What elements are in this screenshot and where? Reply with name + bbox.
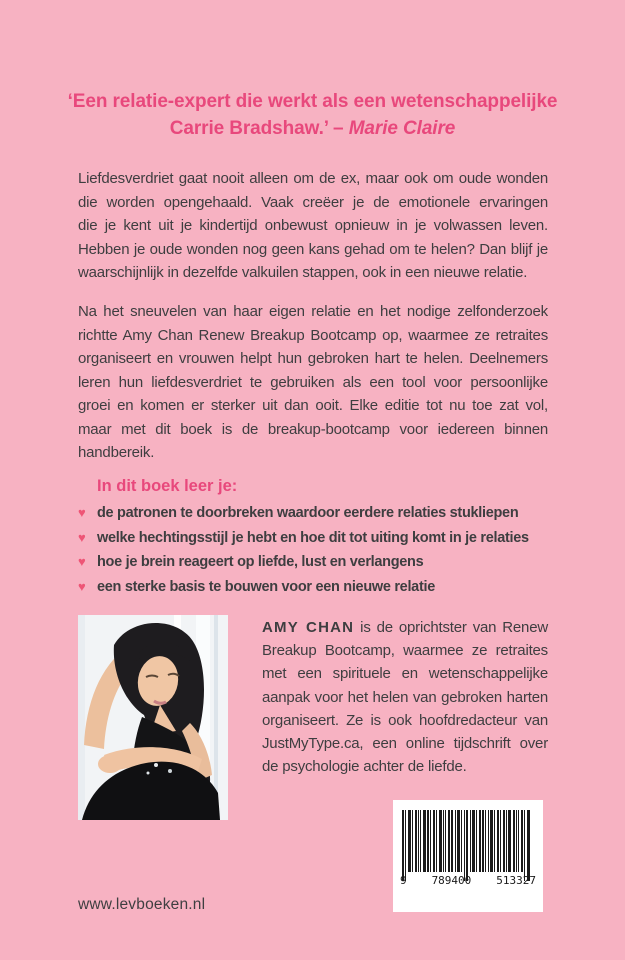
learn-section xyxy=(78,476,598,599)
barcode-bar xyxy=(476,810,477,872)
paragraph-line: handbereik. xyxy=(78,444,155,461)
barcode-bar xyxy=(516,810,517,872)
author-name: AMY CHAN xyxy=(262,619,355,636)
barcode-bar xyxy=(464,810,465,881)
heart-bullet-icon: ♥ xyxy=(78,505,86,520)
barcode-bar xyxy=(451,810,453,872)
barcode-bar xyxy=(402,810,404,881)
barcode-bar xyxy=(412,810,413,872)
barcode-bar xyxy=(508,810,511,872)
bio-line xyxy=(262,616,548,639)
barcode-bar xyxy=(490,810,493,872)
barcode-bar xyxy=(448,810,450,872)
barcode-bar xyxy=(518,810,519,872)
barcode-bar xyxy=(470,810,471,872)
paragraph-line: die worden opengehaald. Vaak creëer je de emotionele ervaringen xyxy=(78,193,548,211)
list-item xyxy=(78,526,598,551)
isbn-digit-group: 513327 xyxy=(496,874,536,887)
bio-line: aanpak voor het helen van gebroken harten xyxy=(262,688,548,706)
paragraph-line: richtte Amy Chan Renew Breakup Bootcamp op, waarmee ze retraites xyxy=(78,326,548,344)
list-item-label: een sterke basis te bouwen voor een nieuwe relatie xyxy=(97,578,435,595)
barcode-bar xyxy=(472,810,475,872)
press-quote-attribution: Carrie Bradshaw.’ – xyxy=(169,118,349,139)
paragraph-line: maar met dit boek is de breakup-bootcamp voor iedereen binnen xyxy=(78,420,548,438)
barcode-bar xyxy=(405,810,406,881)
barcode-bar xyxy=(479,810,481,872)
barcode-bar xyxy=(466,810,468,881)
barcode-bar xyxy=(445,810,446,872)
bootcamp-paragraph xyxy=(78,300,548,465)
paragraph-line: waarschijnlijk in dezelfde valkuilen stappen, ook in een nieuwe relatie. xyxy=(78,264,528,281)
barcode-bar xyxy=(461,810,462,872)
barcode-bar xyxy=(497,810,499,872)
paragraph-line: Hebben je oude wonden nog geen kans gehad om te helen? Dan blijf je xyxy=(78,240,548,258)
bio-line1-rest: is de oprichtster van Renew xyxy=(354,619,548,636)
paragraph-line: Na het sneuvelen van haar eigen relatie en het nodige zelfonderzoek xyxy=(78,303,548,320)
publisher-website: www.levboeken.nl xyxy=(78,896,206,913)
press-quote-line2 xyxy=(0,115,625,142)
barcode-bar xyxy=(482,810,484,872)
list-item xyxy=(78,575,598,600)
barcode-bar xyxy=(494,810,495,872)
press-quote-source: Marie Claire xyxy=(348,118,456,139)
barcode-bar xyxy=(415,810,417,872)
heart-bullet-icon: ♥ xyxy=(78,554,86,569)
bio-line: Breakup Bootcamp, waarmee ze retraites xyxy=(262,642,548,660)
paragraph-line: groei en komen er sterker uit dan ooit. Elke editie tot nu toe zat vol, xyxy=(78,397,548,414)
barcode-bar xyxy=(427,810,429,872)
barcode-bar xyxy=(430,810,431,872)
paragraph-line: Liefdesverdriet gaat nooit alleen om de ex, maar ook om oude wonden xyxy=(78,170,548,187)
learn-heading: In dit boek leer je: xyxy=(97,477,238,495)
heart-bullet-icon: ♥ xyxy=(78,529,86,545)
list-item xyxy=(78,550,598,575)
barcode-bar xyxy=(423,810,426,872)
bio-line: organiseert. Ze is ook hoofdredacteur van xyxy=(262,711,548,729)
press-quote-line1: ‘Een relatie-expert die werkt als een wetenschappelijke xyxy=(67,91,558,112)
barcode-bar xyxy=(455,810,456,872)
intro-paragraph xyxy=(78,167,548,285)
barcode-bar xyxy=(488,810,489,872)
barcode-bar xyxy=(443,810,444,872)
barcode-bar xyxy=(503,810,505,872)
list-item-label: hoe je brein reageert op liefde, lust en verlangens xyxy=(97,554,424,570)
press-quote xyxy=(0,88,625,142)
barcode-bar xyxy=(500,810,501,872)
paragraph-line: die je kent uit je kindertijd onbewust opnieuw in je volwassen leven. xyxy=(78,217,548,234)
isbn-digit-group: 789400 xyxy=(431,874,472,887)
barcode-bar xyxy=(524,810,525,881)
bio-line: JustMyType.ca, een online tijdschrift over xyxy=(262,735,548,753)
author-photo xyxy=(78,615,228,820)
list-item xyxy=(78,501,598,526)
barcode-bar xyxy=(436,810,437,872)
list-item-label: de patronen te doorbreken waardoor eerdere relaties stukliepen xyxy=(97,505,519,521)
barcode-bar xyxy=(457,810,460,872)
barcode-bar xyxy=(439,810,442,872)
author-bio xyxy=(262,616,548,778)
isbn-number xyxy=(400,875,536,887)
bio-line: met een spirituele en wetenschappelijke xyxy=(262,665,548,683)
paragraph-line: organiseert en vrouwen helpt hun gebroken hart te helen. Deelnemers xyxy=(78,350,548,367)
bio-line: de psychologie achter de liefde. xyxy=(262,758,467,776)
heart-bullet-icon: ♥ xyxy=(78,578,86,594)
isbn-digit-group: 9 xyxy=(400,874,407,887)
barcode-bar xyxy=(506,810,507,872)
isbn-barcode xyxy=(393,800,543,912)
barcode-bars xyxy=(402,810,534,882)
barcode-bar xyxy=(521,810,523,872)
paragraph-line: leren hun liefdesverdriet te gebruiken als een tool voor persoonlijke xyxy=(78,373,548,391)
barcode-bar xyxy=(420,810,421,872)
barcode-bar xyxy=(433,810,435,872)
barcode-bar xyxy=(485,810,486,872)
barcode-bar xyxy=(513,810,515,872)
barcode-bar xyxy=(527,810,530,881)
barcode-bar xyxy=(408,810,411,872)
list-item-label: welke hechtingsstijl je hebt en hoe dit tot uiting komt in je relaties xyxy=(97,529,529,546)
barcode-bar xyxy=(418,810,419,872)
